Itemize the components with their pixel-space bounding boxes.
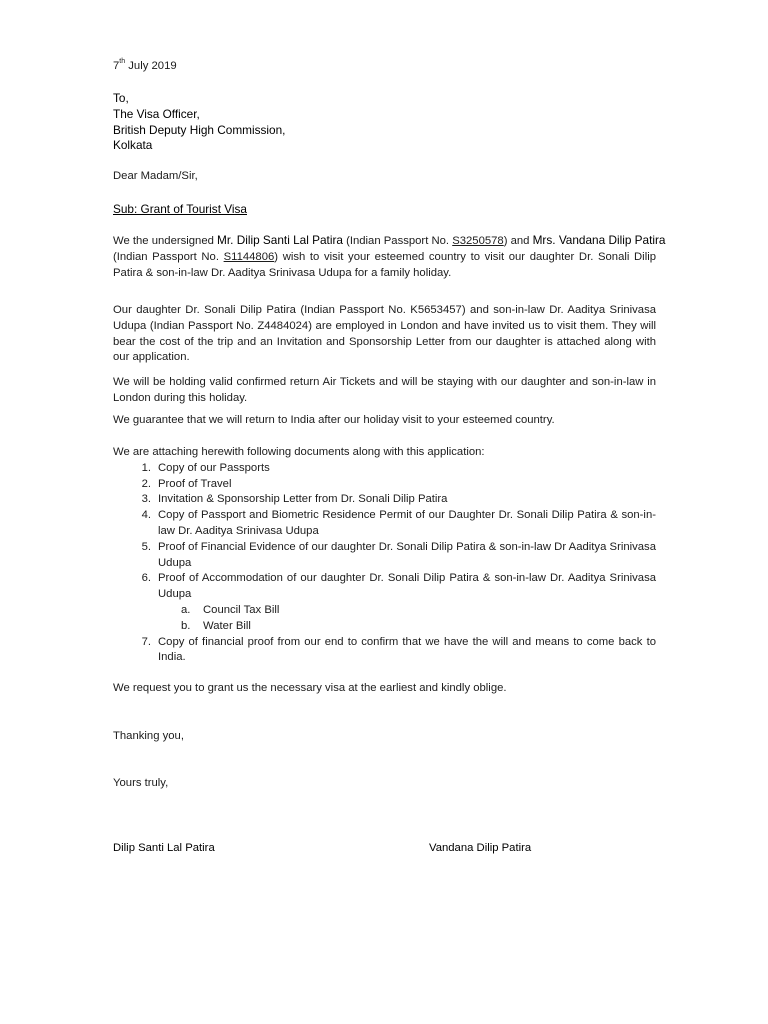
signatory-name: Vandana Dilip Patira [429, 842, 532, 854]
thanks-line: Thanking you, [113, 730, 184, 742]
paragraph-line: our application. [113, 351, 190, 364]
paragraph-line: Our daughter Dr. Sonali Dilip Patira (Indian Passport No. K5653457) and son-in-law Dr. Aaditya Srinivasa [113, 304, 656, 316]
list-number: 1. [141, 461, 151, 474]
passport-number: S1144806 [223, 250, 275, 263]
list-item: 7. Copy of financial proof from our end to confirm that we have the will and means to come back to India. [113, 635, 656, 667]
subject-text: Sub: Grant of Tourist Visa [113, 202, 247, 216]
list-item: 1. Copy of our Passports [113, 461, 656, 477]
paragraph-line: Udupa (Indian Passport No. Z4484024) are employed in London and have invited us to visit them. They will [113, 319, 656, 332]
address-line: To, [113, 91, 129, 105]
sub-list-letter: a. [181, 603, 191, 616]
daughter-paragraph [113, 303, 656, 366]
documents-section [113, 445, 656, 666]
date-suffix: th [119, 58, 126, 66]
guarantee-paragraph: We guarantee that we will return to India after our holiday visit to your esteemed country. [113, 414, 555, 426]
salutation: Dear Madam/Sir, [113, 170, 198, 182]
applicant-name: Mrs. Vandana Dilip Patira [532, 233, 666, 247]
letter-date: 7th July 2019 [113, 58, 177, 72]
list-intro: We are attaching herewith following documents along with this application: [113, 446, 485, 458]
sub-list-item: a. Council Tax Bill [113, 603, 656, 619]
list-item: 3. Invitation & Sponsorship Letter from Dr. Sonali Dilip Patira [113, 492, 656, 508]
closing-line: Yours truly, [113, 777, 169, 789]
list-number: 5. [141, 540, 151, 553]
sub-list-letter: b. [181, 619, 191, 632]
list-item: 5. Proof of Financial Evidence of our daughter Dr. Sonali Dilip Patira & son-in-law Dr Aaditya Srinivasa Udupa [113, 540, 656, 572]
paragraph-line: bear the cost of the trip and an Invitation and Sponsorship Letter from our daughter is attached along with [113, 335, 656, 348]
subject-line [113, 202, 656, 218]
list-item: 4. Copy of Passport and Biometric Residence Permit of our Daughter Dr. Sonali Dilip Patira & son-in- law Dr. Aaditya Srinivasa Udupa [113, 508, 656, 540]
address-line: Kolkata [113, 138, 153, 153]
address-line: The Visa Officer, [113, 106, 200, 121]
list-number: 6. [141, 572, 151, 585]
recipient-address [113, 91, 656, 154]
intro-paragraph [113, 233, 666, 281]
tickets-paragraph [113, 375, 656, 407]
list-number: 2. [141, 477, 151, 490]
list-item: 2. Proof of Travel [113, 477, 656, 493]
list-item: 6. Proof of Accommodation of our daughter Dr. Sonali Dilip Patira & son-in-law Dr. Aaditya Srinivasa Udupa [113, 571, 656, 603]
sub-list-item: b. Water Bill [113, 619, 656, 635]
paragraph-line: We the undersigned Mr. Dilip Santi Lal Patira (Indian Passport No. S3250578) and Mrs. Vandana Dilip Patira [113, 233, 666, 247]
paragraph-line: We will be holding valid confirmed return Air Tickets and will be staying with our daughter and son-in-law in [113, 376, 656, 388]
signatory-name: Dilip Santi Lal Patira [113, 842, 215, 854]
list-number: 7. [141, 635, 151, 648]
list-number: 3. [141, 493, 151, 506]
passport-number: S3250578 [452, 235, 504, 247]
address-line: British Deputy High Commission, [113, 122, 286, 137]
paragraph-line: (Indian Passport No. S1144806) wish to visit your esteemed country to visit our daughter Dr. Sonali Dilip [113, 250, 656, 263]
paragraph-line: Patira & son-in-law Dr. Aaditya Srinivasa Udupa for a family holiday. [113, 266, 452, 279]
request-paragraph: We request you to grant us the necessary visa at the earliest and kindly oblige. [113, 682, 507, 694]
applicant-name: Mr. Dilip Santi Lal Patira [217, 233, 343, 247]
paragraph-line: London during this holiday. [113, 391, 248, 404]
list-number: 4. [141, 509, 151, 522]
